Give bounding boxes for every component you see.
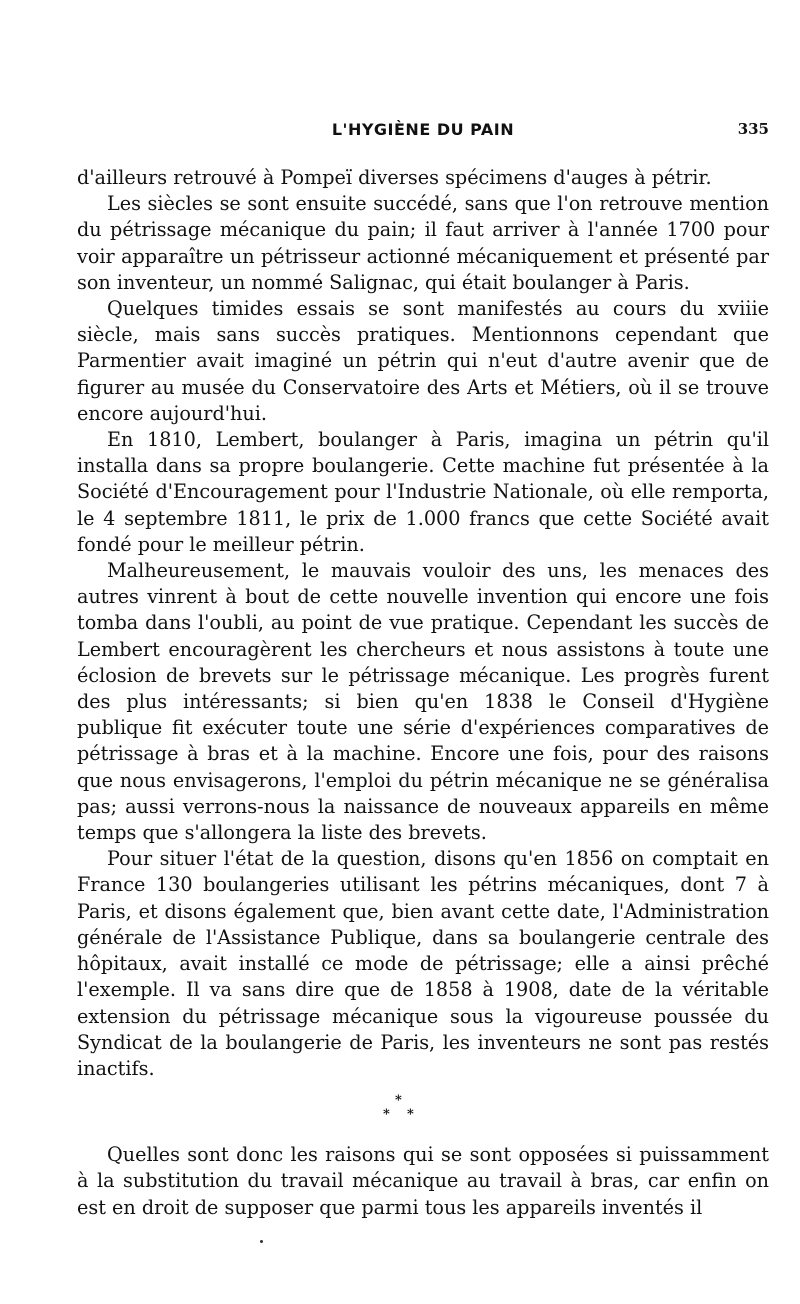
page-number: 335 bbox=[737, 120, 769, 138]
asterism bbox=[77, 1088, 769, 1142]
asterism-star-top: * bbox=[395, 1093, 402, 1109]
paragraph-brevets: Malheureusement, le mauvais vouloir des uns, les menaces des autres vinrent à bout de cette nouvelle invention qui encore une fois tomba dans l'oubli, au point de vue pratique. Cependant les succès de Lembert encouragèrent les chercheurs et nous assistons à toute une éclosion de brevets sur le pétrissage mécanique. Les progrès furent des plus intéressants; si bien qu'en 1838 le Conseil d'Hygiène publique fit exécuter toute une série d'expériences comparatives de pétrissage à bras et à la machine. Encore une fois, pour des raisons que nous envisagerons, l'emploi du pétrin mécanique ne se généralisa pas; aussi verrons-nous la naissance de nouveaux appareils en même temps que s'allongera la liste des brevets. bbox=[77, 559, 769, 845]
paragraph-lembert: En 1810, Lembert, boulanger à Paris, imagina un pétrin qu'il installa dans sa propre boulangerie. Cette machine fut présentée à la Société d'Encouragement pour l'Industrie Nationale, où elle remporta, le 4 septembre 1811, le prix de 1.000 francs que cette Société avait fondé pour le meilleur pétrin. bbox=[77, 428, 769, 556]
paragraph-raisons: Quelles sont donc les raisons qui se sont opposées si puissamment à la substitution du travail mécanique au travail à bras, car enfin on est en droit de supposer que parmi tous les appareils inventés il bbox=[77, 1143, 769, 1219]
running-head bbox=[77, 118, 769, 146]
paragraph-1856: Pour situer l'état de la question, disons qu'en 1856 on comptait en France 130 boulangeries utilisant les pétrins mécaniques, dont 7 à Paris, et disons également que, bien avant cette date, l'Administration générale de l'Assistance Publique, dans sa boulangerie centrale des hôpitaux, avait installé ce mode de pétrissage; elle a ainsi prêché l'exemple. Il va sans dire que de 1858 à 1908, date de la véritable extension du pétrissage mécanique sous la vigoureuse poussée du Syndicat de la boulangerie de Paris, les inventeurs ne sont pas restés inactifs. bbox=[77, 847, 769, 1080]
paragraph-salignac: Les siècles se sont ensuite succédé, sans que l'on retrouve mention du pétrissage mécanique du pain; il faut arriver à l'année 1700 pour voir apparaître un pétrisseur actionné mécaniquement et présenté par son inventeur, un nommé Salignac, qui était boulanger à Paris. bbox=[77, 192, 769, 294]
body-text bbox=[77, 165, 769, 1221]
print-speck bbox=[260, 1240, 263, 1243]
asterism-star-left: * bbox=[383, 1107, 390, 1123]
paragraph-parmentier: Quelques timides essais se sont manifestés au cours du xviiie siècle, mais sans succès pratiques. Mentionnons cependant que Parmentier avait imaginé un pétrin qui n'eut d'autre avenir que de figurer au musée du Conservatoire des Arts et Métiers, où il se trouve encore aujourd'hui. bbox=[77, 297, 769, 425]
running-title: L'HYGIÈNE DU PAIN bbox=[331, 120, 515, 139]
asterism-star-right: * bbox=[407, 1107, 414, 1123]
paragraph-continuation: d'ailleurs retrouvé à Pompeï diverses spécimens d'auges à pétrir. bbox=[77, 166, 712, 189]
